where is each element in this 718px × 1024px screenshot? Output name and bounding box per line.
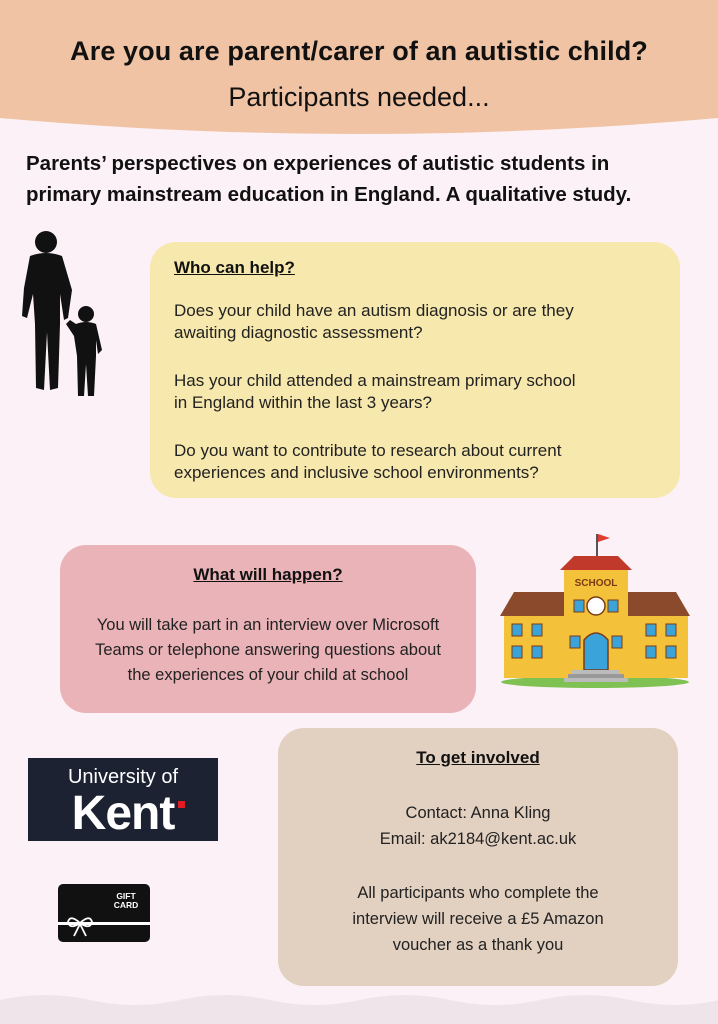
parent-child-silhouette-icon [10,228,110,403]
who-can-help-heading: Who can help? [174,258,295,277]
question-contribute [174,440,664,484]
get-involved-card [278,728,678,986]
question-contribute-line-1: Do you want to contribute to research about current [174,441,562,460]
study-title-line-1: Parents’ perspectives on experiences of autistic students in [26,152,610,175]
logo-kent: Kent [71,787,175,840]
question-diagnosis-line-1: Does your child have an autism diagnosis or are they [174,301,574,320]
reward-line-1: All participants who complete the [357,884,599,902]
what-will-happen-line-2: Teams or telephone answering questions about [95,641,441,659]
page-title: Are you are parent/carer of an autistic child? [70,36,648,66]
gift-card-word-card: CARD [113,900,139,910]
contact-name: Contact: Anna Kling [405,804,551,822]
get-involved-heading: To get involved [416,748,540,767]
gift-card-icon [58,884,150,942]
header-banner [0,0,718,140]
university-of-kent-logo [28,758,218,841]
contact-email: Email: ak2184@kent.ac.uk [379,830,577,848]
what-will-happen-line-3: the experiences of your child at school [127,666,409,684]
reward-line-2: interview will receive a £5 Amazon [352,910,604,928]
logo-red-accent [178,801,185,808]
gift-card-label [106,892,146,910]
page-subtitle: Participants needed... [228,82,490,112]
study-title [26,148,706,210]
what-will-happen-line-1: You will take part in an interview over Microsoft [96,616,440,634]
logo-university-of: University of [67,766,179,788]
question-school-line-2: in England within the last 3 years? [174,393,432,412]
question-diagnosis-line-2: awaiting diagnostic assessment? [174,323,423,342]
what-will-happen-heading: What will happen? [193,565,343,584]
school-sign-text: SCHOOL [574,578,618,589]
school-building-icon [498,530,692,690]
what-will-happen-body [68,613,468,688]
study-title-line-2: primary mainstream education in England. A qualitative study. [26,183,632,206]
reward-line-3: voucher as a thank you [392,936,564,954]
question-diagnosis [174,300,664,344]
question-school-line-1: Has your child attended a mainstream primary school [174,371,576,390]
what-will-happen-card [60,545,476,713]
footer-waves [0,990,718,1024]
question-school [174,370,664,414]
question-contribute-line-2: experiences and inclusive school environments? [174,463,539,482]
gift-card-word-gift: GIFT [116,891,136,901]
who-can-help-card [150,242,680,498]
